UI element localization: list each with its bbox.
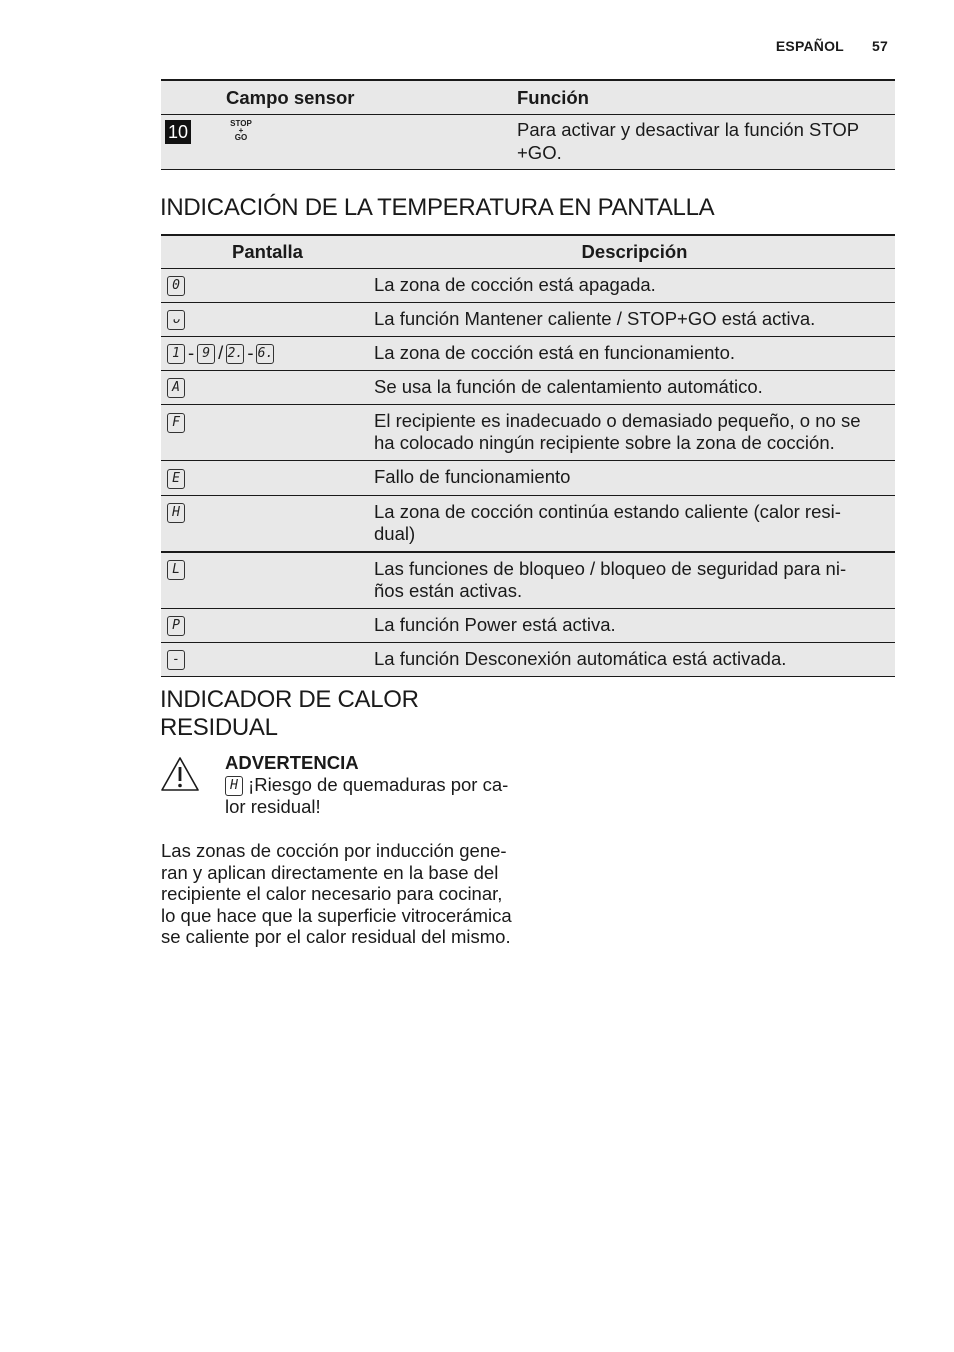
display-symbol-icon: F bbox=[167, 413, 185, 433]
sensor-function: Para activar y desactivar la función STOP +GO. bbox=[517, 115, 895, 170]
section-title-residual-heat: INDICADOR DE CALOR RESIDUAL bbox=[160, 686, 419, 741]
warning-text-line1: ¡Riesgo de quemaduras por ca- bbox=[248, 774, 509, 795]
sensor-table-header bbox=[161, 80, 895, 115]
display-symbol-icon: 0 bbox=[167, 276, 185, 296]
display-row bbox=[161, 495, 895, 552]
display-row bbox=[161, 552, 895, 609]
display-symbol-icon: P bbox=[167, 616, 185, 636]
display-row bbox=[161, 642, 895, 676]
display-symbol-icon: 6. bbox=[256, 344, 274, 364]
residual-heat-paragraph: Las zonas de cocción por inducción gene- ran y aplican directamente en la base del recipiente el calor necesario para cocinar, lo que hace que la superficie vitrocerámica se caliente por el calor residual del mismo. bbox=[161, 840, 512, 947]
warning-block bbox=[225, 752, 515, 818]
warning-title: ADVERTENCIA bbox=[225, 752, 359, 773]
header-funcion: Función bbox=[517, 80, 895, 115]
sensor-table bbox=[161, 79, 895, 170]
page-number: 57 bbox=[872, 38, 888, 54]
display-symbol-icon: H bbox=[167, 503, 185, 523]
section-title-temperature: INDICACIÓN DE LA TEMPERATURA EN PANTALLA bbox=[160, 194, 715, 221]
display-symbol-icon: 1 bbox=[167, 344, 185, 364]
display-description: Fallo de funcionamiento bbox=[374, 461, 895, 495]
warning-triangle-icon bbox=[160, 756, 200, 792]
display-symbol-icon: H bbox=[225, 776, 243, 796]
page-header bbox=[776, 38, 888, 54]
display-description: Las funciones de bloqueo / bloqueo de seguridad para ni-ños están activas. bbox=[374, 552, 895, 609]
range-separator: / bbox=[218, 342, 224, 364]
display-description: La función Desconexión automática está activada. bbox=[374, 642, 895, 676]
display-description: La función Mantener caliente / STOP+GO está activa. bbox=[374, 303, 895, 337]
display-row bbox=[161, 461, 895, 495]
sensor-row bbox=[161, 115, 895, 170]
display-description: La función Power está activa. bbox=[374, 608, 895, 642]
display-description: La zona de cocción continúa estando caliente (calor resi-dual) bbox=[374, 495, 895, 552]
range-separator: - bbox=[247, 342, 254, 364]
display-row bbox=[161, 337, 895, 371]
header-pantalla: Pantalla bbox=[161, 235, 374, 269]
display-symbol-icon: A bbox=[167, 378, 185, 398]
display-description: La zona de cocción está en funcionamiento. bbox=[374, 337, 895, 371]
display-table-header bbox=[161, 235, 895, 269]
display-symbol-icon: ᴗ bbox=[167, 310, 185, 330]
range-separator: - bbox=[188, 342, 195, 364]
header-descripcion: Descripción bbox=[374, 235, 895, 269]
stop-go-icon: STOP + GO bbox=[230, 119, 252, 142]
warning-text-line2: lor residual! bbox=[225, 796, 321, 818]
sensor-number: 10 bbox=[165, 120, 191, 144]
display-symbol-icon: E bbox=[167, 469, 185, 489]
display-row bbox=[161, 269, 895, 303]
display-description: El recipiente es inadecuado o demasiado pequeño, o no se ha colocado ningún recipiente sobre la zona de cocción. bbox=[374, 405, 895, 461]
display-row bbox=[161, 608, 895, 642]
display-row bbox=[161, 371, 895, 405]
display-symbol-icon: 2. bbox=[226, 344, 244, 364]
display-row bbox=[161, 303, 895, 337]
display-symbol-icon: - bbox=[167, 650, 185, 670]
display-row bbox=[161, 405, 895, 461]
display-symbol-icon: 9 bbox=[197, 344, 215, 364]
display-symbol-icon: L bbox=[167, 560, 185, 580]
display-description: Se usa la función de calentamiento automático. bbox=[374, 371, 895, 405]
display-table bbox=[161, 234, 895, 677]
display-description: La zona de cocción está apagada. bbox=[374, 269, 895, 303]
header-campo-sensor: Campo sensor bbox=[226, 80, 517, 115]
language-label: ESPAÑOL bbox=[775, 38, 844, 54]
